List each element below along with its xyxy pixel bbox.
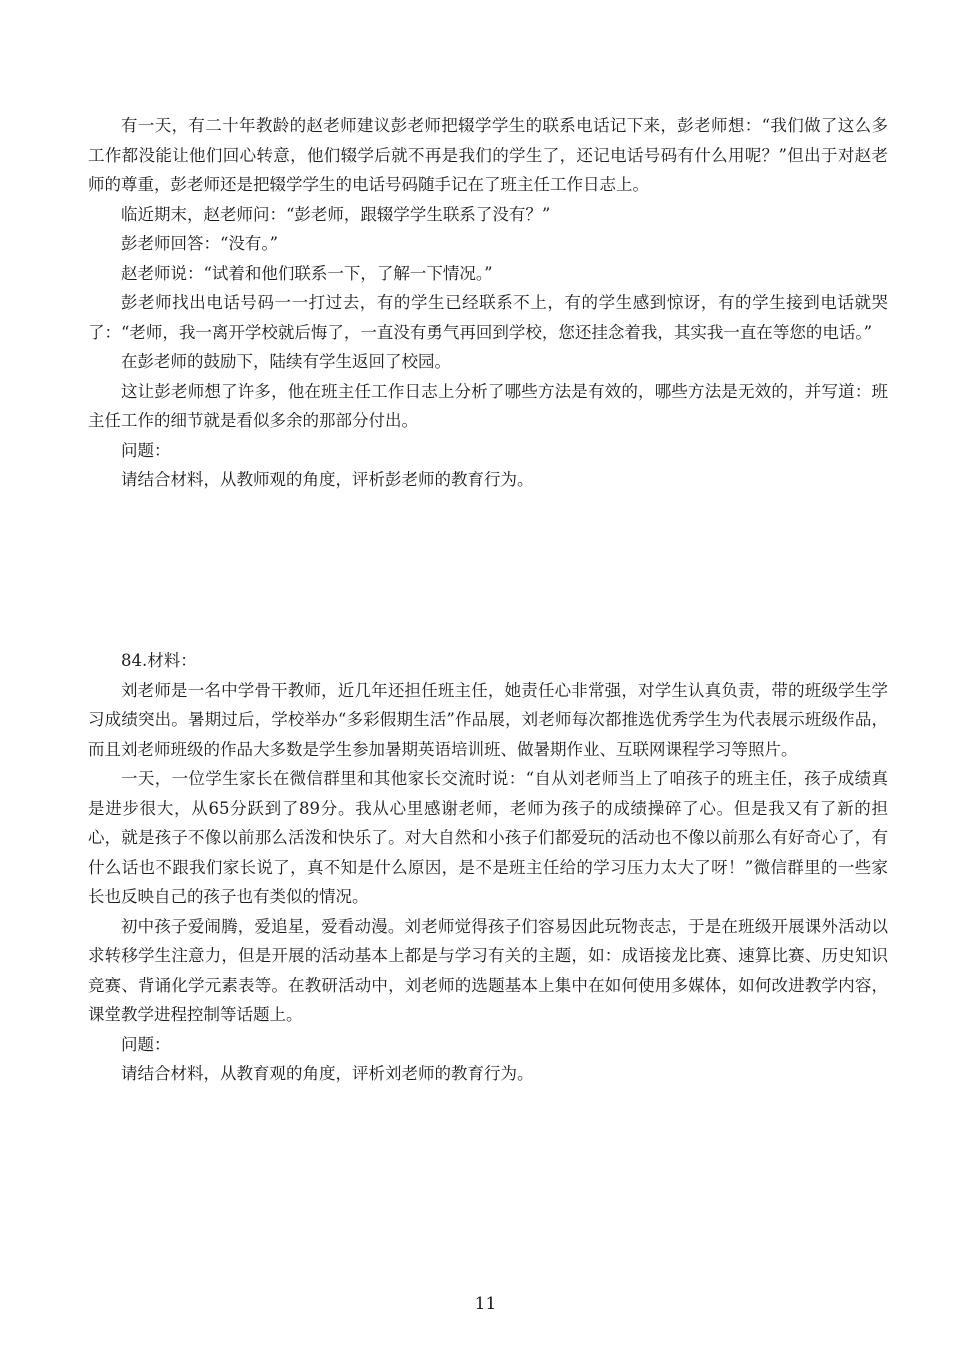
paragraph: 一天，一位学生家长在微信群里和其他家长交流时说：“自从刘老师当上了咱孩子的班主任，孩子成绩真是进步很大，从65分跃到了89分。我从心里感谢老师，老师为孩子的成绩操碎了心。但是我又有了新的担心，就是孩子不像以前那么活泼和快乐了。对大自然和小孩子们都爱玩的活动也不像以前那么有好奇心了，有什么话也不跟我们家长说了，真不知是什么原因，是不是班主任给的学习压力太大了呀！”微信群里的一些家长也反映自己的孩子也有类似的情况。: [88, 769, 888, 906]
paragraph: 临近期末，赵老师问：“彭老师，跟辍学学生联系了没有？”: [121, 204, 551, 224]
paragraph: 赵老师说：“试着和他们联系一下，了解一下情况。”: [121, 263, 493, 283]
paragraph: 彭老师找出电话号码一一打过去，有的学生已经联系不上，有的学生感到惊讶，有的学生接到电话就哭了：“老师，我一离开学校就后悔了，一直没有勇气再回到学校，您还挂念着我，其实我一直在等您的电话。”: [88, 293, 888, 342]
question-text: 请结合材料，从教师观的角度，评析彭老师的教育行为。: [121, 470, 534, 489]
paragraph: 有一天，有二十年教龄的赵老师建议彭老师把辍学学生的联系电话记下来，彭老师想：“我们做了这么多工作都没能让他们回心转意，他们辍学后就不再是我们的学生了，还记电话号码有什么用呢？”但出于对赵老师的尊重，彭老师还是把辍学学生的电话号码随手记在了班主任工作日志上。: [88, 116, 888, 194]
paragraph: 这让彭老师想了许多，他在班主任工作日志上分析了哪些方法是有效的，哪些方法是无效的，并写道：班主任工作的细节就是看似多余的那部分付出。: [88, 381, 888, 430]
question-text: 请结合材料，从教育观的角度，评析刘老师的教育行为。: [121, 1064, 534, 1083]
paragraph: 刘老师是一名中学骨干教师，近几年还担任班主任，她责任心非常强，对学生认真负责，带的班级学生学习成绩突出。暑期过后，学校举办“多彩假期生活”作品展，刘老师每次都推选优秀学生为代表展示班级作品，而且刘老师班级的作品大多数是学生参加暑期英语培训班、做暑期作业、互联网课程学习等照片。: [88, 680, 888, 759]
material-section-83: [88, 111, 888, 495]
material-section-84: [88, 646, 888, 1089]
paragraph: 在彭老师的鼓励下，陆续有学生返回了校园。: [121, 352, 451, 371]
page-number: 11: [474, 1294, 497, 1314]
section-heading: 84.材料：: [121, 651, 197, 670]
question-label: 问题：: [121, 1034, 171, 1054]
question-label: 问题：: [121, 440, 171, 460]
paragraph: 彭老师回答：“没有。”: [121, 234, 279, 253]
paragraph: 初中孩子爱闹腾，爱追星，爱看动漫。刘老师觉得孩子们容易因此玩物丧志，于是在班级开展课外活动以求转移学生注意力，但是开展的活动基本上都是与学习有关的主题，如：成语接龙比赛、速算比赛、历史知识竞赛、背诵化学元素表等。在教研活动中，刘老师的选题基本上集中在如何使用多媒体，如何改进教学内容，课堂教学进程控制等话题上。: [88, 916, 888, 1024]
